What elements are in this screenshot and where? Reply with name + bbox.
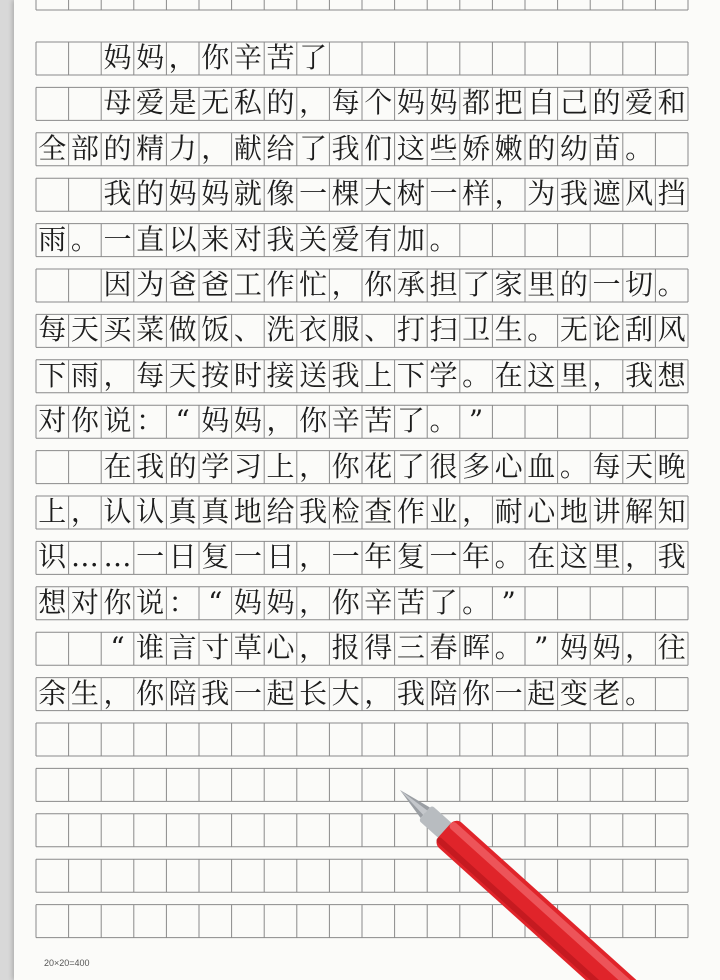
essay-character: 我 bbox=[266, 222, 295, 256]
essay-character: 幼 bbox=[559, 131, 588, 165]
essay-character: 陪 bbox=[429, 676, 458, 710]
essay-character: ： bbox=[168, 585, 197, 619]
essay-character: 。 bbox=[429, 404, 458, 438]
essay-character: 下 bbox=[38, 358, 67, 392]
essay-character: 对 bbox=[233, 222, 262, 256]
essay-character: 说 bbox=[103, 404, 132, 438]
essay-character: 起 bbox=[266, 676, 295, 710]
essay-character: 切 bbox=[625, 268, 654, 301]
essay-character: 忙 bbox=[299, 268, 328, 301]
essay-character: 、 bbox=[233, 313, 262, 347]
essay-character: 。 bbox=[625, 676, 654, 710]
essay-character: 苦 bbox=[396, 585, 425, 619]
essay-character: 全 bbox=[38, 131, 67, 165]
essay-character: 来 bbox=[201, 222, 230, 256]
essay-character: 服 bbox=[331, 313, 360, 347]
essay-character: 们 bbox=[364, 131, 393, 165]
essay-character: ， bbox=[299, 86, 328, 120]
essay-character: 在 bbox=[103, 449, 132, 483]
essay-character: “ bbox=[110, 631, 125, 665]
essay-character: 耐 bbox=[494, 495, 523, 528]
essay-character: 。 bbox=[527, 313, 556, 347]
essay-character: 言 bbox=[168, 631, 197, 665]
essay-character: 这 bbox=[396, 131, 425, 165]
essay-character: ， bbox=[494, 177, 523, 211]
essay-character: 年 bbox=[364, 540, 393, 574]
essay-character: 遮 bbox=[592, 177, 621, 211]
essay-character: 棵 bbox=[331, 177, 360, 211]
essay-character: 你 bbox=[70, 404, 99, 438]
essay-character: 辛 bbox=[364, 585, 393, 619]
essay-character: 关 bbox=[299, 222, 328, 256]
essay-character: 一 bbox=[592, 268, 621, 301]
essay-character: 生 bbox=[70, 676, 99, 710]
essay-character: 你 bbox=[364, 268, 393, 301]
essay-character: 天 bbox=[70, 313, 99, 347]
essay-character: 我 bbox=[625, 358, 654, 392]
essay-character: ： bbox=[136, 404, 165, 438]
essay-character: 为 bbox=[527, 177, 556, 211]
essay-character: 讲 bbox=[592, 495, 621, 528]
essay-character: 谁 bbox=[136, 631, 165, 665]
essay-character: 接 bbox=[266, 358, 295, 392]
grid-size-label: 20×20=400 bbox=[44, 958, 90, 968]
essay-character: … bbox=[70, 540, 99, 574]
essay-character: ， bbox=[266, 404, 295, 438]
essay-character: 里 bbox=[559, 358, 588, 392]
essay-character: ， bbox=[299, 631, 328, 665]
essay-character: 每 bbox=[136, 358, 165, 392]
essay-character: 上 bbox=[38, 495, 67, 528]
essay-character: 日 bbox=[168, 540, 197, 574]
essay-character: 些 bbox=[429, 131, 458, 165]
essay-character: 作 bbox=[396, 495, 425, 528]
essay-character: 很 bbox=[429, 449, 458, 483]
essay-character: 检 bbox=[331, 495, 360, 528]
essay-character: 买 bbox=[103, 313, 132, 347]
essay-character: 自 bbox=[527, 86, 556, 120]
essay-character: 你 bbox=[103, 585, 132, 619]
essay-character: ， bbox=[625, 540, 654, 574]
essay-character: 里 bbox=[527, 268, 556, 301]
essay-character: 你 bbox=[462, 676, 491, 710]
essay-character: 。 bbox=[559, 449, 588, 483]
essay-character: 得 bbox=[364, 631, 393, 665]
essay-character: 上 bbox=[266, 449, 295, 483]
essay-character: 学 bbox=[429, 358, 458, 392]
essay-character: 爱 bbox=[331, 222, 360, 256]
essay-character: 卫 bbox=[462, 313, 491, 347]
essay-character: 作 bbox=[266, 268, 295, 301]
essay-character: 在 bbox=[527, 540, 556, 574]
essay-character: 因 bbox=[103, 268, 132, 301]
essay-character: 一 bbox=[429, 177, 458, 211]
essay-character: 。 bbox=[429, 222, 458, 256]
essay-character: 日 bbox=[266, 540, 295, 574]
essay-character: 每 bbox=[592, 449, 621, 483]
essay-character: 风 bbox=[657, 313, 686, 347]
essay-character: 的 bbox=[527, 131, 556, 165]
essay-character: 习 bbox=[233, 449, 262, 483]
essay-character: 妈 bbox=[103, 41, 132, 74]
essay-character: “ bbox=[208, 585, 223, 619]
essay-character: 样 bbox=[462, 177, 491, 211]
essay-character: 对 bbox=[38, 404, 67, 438]
essay-character: 一 bbox=[299, 177, 328, 211]
essay-character: 起 bbox=[527, 676, 556, 710]
essay-character: 花 bbox=[364, 449, 393, 483]
essay-character: ” bbox=[534, 631, 549, 665]
essay-character: 心 bbox=[494, 449, 523, 483]
essay-character: 无 bbox=[201, 86, 230, 120]
essay-character: 风 bbox=[625, 177, 654, 211]
essay-character: 下 bbox=[396, 358, 425, 392]
essay-character: 对 bbox=[70, 585, 99, 619]
essay-character: 爸 bbox=[201, 268, 230, 301]
essay-character: 、 bbox=[364, 313, 393, 347]
essay-character: 你 bbox=[331, 449, 360, 483]
essay-character: 。 bbox=[657, 268, 686, 301]
essay-character: 一 bbox=[103, 222, 132, 256]
essay-character: 为 bbox=[136, 268, 165, 301]
essay-character: 每 bbox=[38, 313, 67, 347]
essay-character: ， bbox=[331, 268, 360, 301]
essay-character: 血 bbox=[527, 449, 556, 483]
essay-character: 这 bbox=[527, 358, 556, 392]
essay-character: 陪 bbox=[168, 676, 197, 710]
essay-character: 苦 bbox=[364, 404, 393, 438]
essay-character: 老 bbox=[592, 676, 621, 710]
essay-character: 学 bbox=[201, 449, 230, 483]
essay-character: 大 bbox=[331, 676, 360, 710]
essay-character: 爱 bbox=[625, 86, 654, 120]
essay-character: 母 bbox=[103, 86, 132, 120]
essay-character: 妈 bbox=[201, 177, 230, 211]
essay-character: 我 bbox=[657, 540, 686, 574]
essay-character: 家 bbox=[494, 268, 523, 301]
essay-character: … bbox=[103, 540, 132, 574]
essay-character: 献 bbox=[233, 131, 262, 165]
essay-character: 晚 bbox=[657, 449, 686, 483]
essay-character: 年 bbox=[462, 540, 491, 574]
essay-character: 生 bbox=[494, 313, 523, 347]
essay-character: 妈 bbox=[201, 404, 230, 438]
essay-character: ， bbox=[168, 41, 197, 74]
essay-character: 你 bbox=[136, 676, 165, 710]
essay-character: 是 bbox=[168, 86, 197, 120]
essay-character: 认 bbox=[136, 495, 165, 528]
essay-character: 妈 bbox=[429, 86, 458, 120]
essay-character: 妈 bbox=[266, 585, 295, 619]
essay-character: 承 bbox=[396, 268, 425, 301]
essay-character: 一 bbox=[233, 676, 262, 710]
essay-character: 地 bbox=[559, 495, 588, 528]
essay-character: 担 bbox=[429, 268, 458, 301]
essay-character: 地 bbox=[233, 495, 262, 528]
essay-character: 一 bbox=[494, 676, 523, 710]
essay-character: 给 bbox=[266, 131, 295, 165]
essay-character: 知 bbox=[657, 495, 686, 528]
essay-character: 复 bbox=[201, 540, 230, 574]
essay-character: 复 bbox=[396, 540, 425, 574]
essay-character: ， bbox=[103, 358, 132, 392]
essay-character: ” bbox=[468, 404, 484, 438]
essay-character: ， bbox=[103, 676, 132, 710]
essay-character: 的 bbox=[559, 268, 588, 301]
essay-character: 的 bbox=[168, 449, 197, 483]
essay-character: 辛 bbox=[233, 41, 262, 74]
essay-character: 了 bbox=[429, 585, 458, 619]
essay-character: 春 bbox=[429, 631, 458, 665]
essay-character: 大 bbox=[364, 177, 393, 211]
essay-character: 在 bbox=[494, 358, 523, 392]
essay-character: ， bbox=[462, 495, 491, 528]
essay-character: 你 bbox=[201, 41, 230, 74]
essay-character: 直 bbox=[136, 222, 165, 256]
essay-character: 心 bbox=[266, 631, 295, 665]
essay-character: 把 bbox=[494, 86, 523, 120]
essay-character: 个 bbox=[364, 86, 393, 120]
essay-character: 一 bbox=[233, 540, 262, 574]
essay-character: 了 bbox=[396, 449, 425, 483]
essay-character: 像 bbox=[266, 177, 295, 211]
essay-character: 说 bbox=[136, 585, 165, 619]
essay-character: 。 bbox=[625, 131, 654, 165]
essay-character: 和 bbox=[657, 86, 686, 120]
essay-character: 。 bbox=[494, 540, 523, 574]
essay-character: 。 bbox=[462, 585, 491, 619]
essay-character: 时 bbox=[233, 358, 262, 392]
essay-character: 妈 bbox=[136, 41, 165, 74]
essay-character: 一 bbox=[136, 540, 165, 574]
essay-character: 认 bbox=[103, 495, 132, 528]
essay-character: 报 bbox=[331, 631, 360, 665]
essay-character: 有 bbox=[364, 222, 393, 256]
essay-character: 力 bbox=[168, 131, 197, 165]
essay-character: 草 bbox=[233, 631, 262, 665]
essay-character: 真 bbox=[201, 495, 230, 528]
essay-character: 嫩 bbox=[494, 131, 523, 165]
essay-character: 晖 bbox=[462, 631, 491, 665]
essay-character: 这 bbox=[559, 540, 588, 574]
essay-character: 妈 bbox=[592, 631, 621, 665]
essay-character: 变 bbox=[559, 676, 588, 710]
essay-character: 己 bbox=[559, 86, 588, 120]
essay-character: 苦 bbox=[266, 41, 295, 74]
essay-character: 按 bbox=[201, 358, 230, 392]
essay-character: 妈 bbox=[559, 631, 588, 665]
essay-character: 爸 bbox=[168, 268, 197, 301]
essay-character: ， bbox=[364, 676, 393, 710]
essay-character: 送 bbox=[299, 358, 328, 392]
essay-character: 精 bbox=[136, 131, 165, 165]
essay-character: 扫 bbox=[429, 313, 458, 347]
essay-character: ， bbox=[299, 449, 328, 483]
essay-character: 雨 bbox=[38, 222, 67, 256]
essay-character: 了 bbox=[462, 268, 491, 301]
essay-character: 妈 bbox=[396, 86, 425, 120]
essay-character: 衣 bbox=[299, 313, 328, 347]
essay-character: 多 bbox=[462, 449, 491, 483]
essay-character: 的 bbox=[103, 131, 132, 165]
essay-character: 刮 bbox=[625, 313, 654, 347]
essay-character: 。 bbox=[70, 222, 99, 256]
essay-character: 长 bbox=[299, 676, 328, 710]
essay-character: 解 bbox=[625, 495, 654, 528]
essay-character: 以 bbox=[168, 222, 197, 256]
essay-character: 寸 bbox=[201, 631, 230, 665]
essay-character: 爱 bbox=[136, 86, 165, 120]
essay-character: 的 bbox=[136, 177, 165, 211]
essay-character: 无 bbox=[559, 313, 588, 347]
essay-character: 论 bbox=[592, 313, 621, 347]
essay-character: 上 bbox=[364, 358, 393, 392]
essay-character: ， bbox=[625, 631, 654, 665]
essay-character: ， bbox=[592, 358, 621, 392]
essay-character: ” bbox=[501, 585, 516, 619]
essay-character: 业 bbox=[429, 495, 458, 528]
essay-character: 妈 bbox=[233, 404, 262, 438]
essay-character: 余 bbox=[38, 676, 67, 710]
essay-character: 你 bbox=[331, 585, 360, 619]
essay-character: 想 bbox=[657, 358, 686, 392]
essay-character: 我 bbox=[201, 676, 230, 710]
essay-character: 查 bbox=[364, 495, 393, 528]
essay-character: 了 bbox=[299, 41, 328, 74]
essay-character: 我 bbox=[331, 131, 360, 165]
essay-character: 就 bbox=[233, 177, 262, 211]
essay-character: 给 bbox=[266, 495, 295, 528]
essay-character: 真 bbox=[168, 495, 197, 528]
essay-character: 我 bbox=[103, 177, 132, 211]
essay-character: ， bbox=[299, 585, 328, 619]
essay-character: 菜 bbox=[136, 313, 165, 347]
essay-character: 的 bbox=[592, 86, 621, 120]
essay-character: 妈 bbox=[233, 585, 262, 619]
essay-character: 饭 bbox=[201, 313, 230, 347]
essay-character: 妈 bbox=[168, 177, 197, 211]
essay-character: 一 bbox=[429, 540, 458, 574]
essay-character: 天 bbox=[625, 449, 654, 483]
essay-character: 往 bbox=[657, 631, 686, 665]
essay-character: 天 bbox=[168, 358, 197, 392]
essay-character: 你 bbox=[299, 404, 328, 438]
essay-character: 洗 bbox=[266, 313, 295, 347]
essay-character: 私 bbox=[233, 86, 262, 120]
essay-character: ， bbox=[70, 495, 99, 528]
essay-character: 部 bbox=[70, 131, 99, 165]
essay-character: 都 bbox=[462, 86, 491, 120]
essay-character: 了 bbox=[299, 131, 328, 165]
essay-character: 娇 bbox=[462, 131, 491, 165]
essay-character: 雨 bbox=[70, 358, 99, 392]
essay-character: 心 bbox=[527, 495, 556, 528]
essay-character: 了 bbox=[396, 404, 425, 438]
essay-character: 苗 bbox=[592, 131, 621, 165]
essay-character: 。 bbox=[462, 358, 491, 392]
essay-character: 我 bbox=[136, 449, 165, 483]
essay-character: 想 bbox=[38, 585, 67, 619]
essay-character: 辛 bbox=[331, 404, 360, 438]
essay-character: 加 bbox=[396, 222, 425, 256]
essay-character: 我 bbox=[559, 177, 588, 211]
essay-character: 打 bbox=[396, 313, 425, 347]
essay-character: 工 bbox=[233, 268, 262, 301]
essay-character: 我 bbox=[299, 495, 328, 528]
essay-character: 每 bbox=[331, 86, 360, 120]
essay-character: 的 bbox=[266, 86, 295, 120]
essay-character: ， bbox=[201, 131, 230, 165]
essay-character: 一 bbox=[331, 540, 360, 574]
essay-character: 里 bbox=[592, 540, 621, 574]
essay-character: ， bbox=[299, 540, 328, 574]
essay-character: 我 bbox=[396, 676, 425, 710]
essay-character: 我 bbox=[331, 358, 360, 392]
essay-character: 识 bbox=[38, 540, 67, 574]
essay-character: 树 bbox=[396, 177, 425, 211]
essay-character: “ bbox=[175, 404, 190, 438]
essay-character: 三 bbox=[396, 631, 425, 665]
essay-character: 做 bbox=[168, 313, 197, 347]
essay-character: 。 bbox=[494, 631, 523, 665]
essay-character: 挡 bbox=[657, 177, 686, 211]
